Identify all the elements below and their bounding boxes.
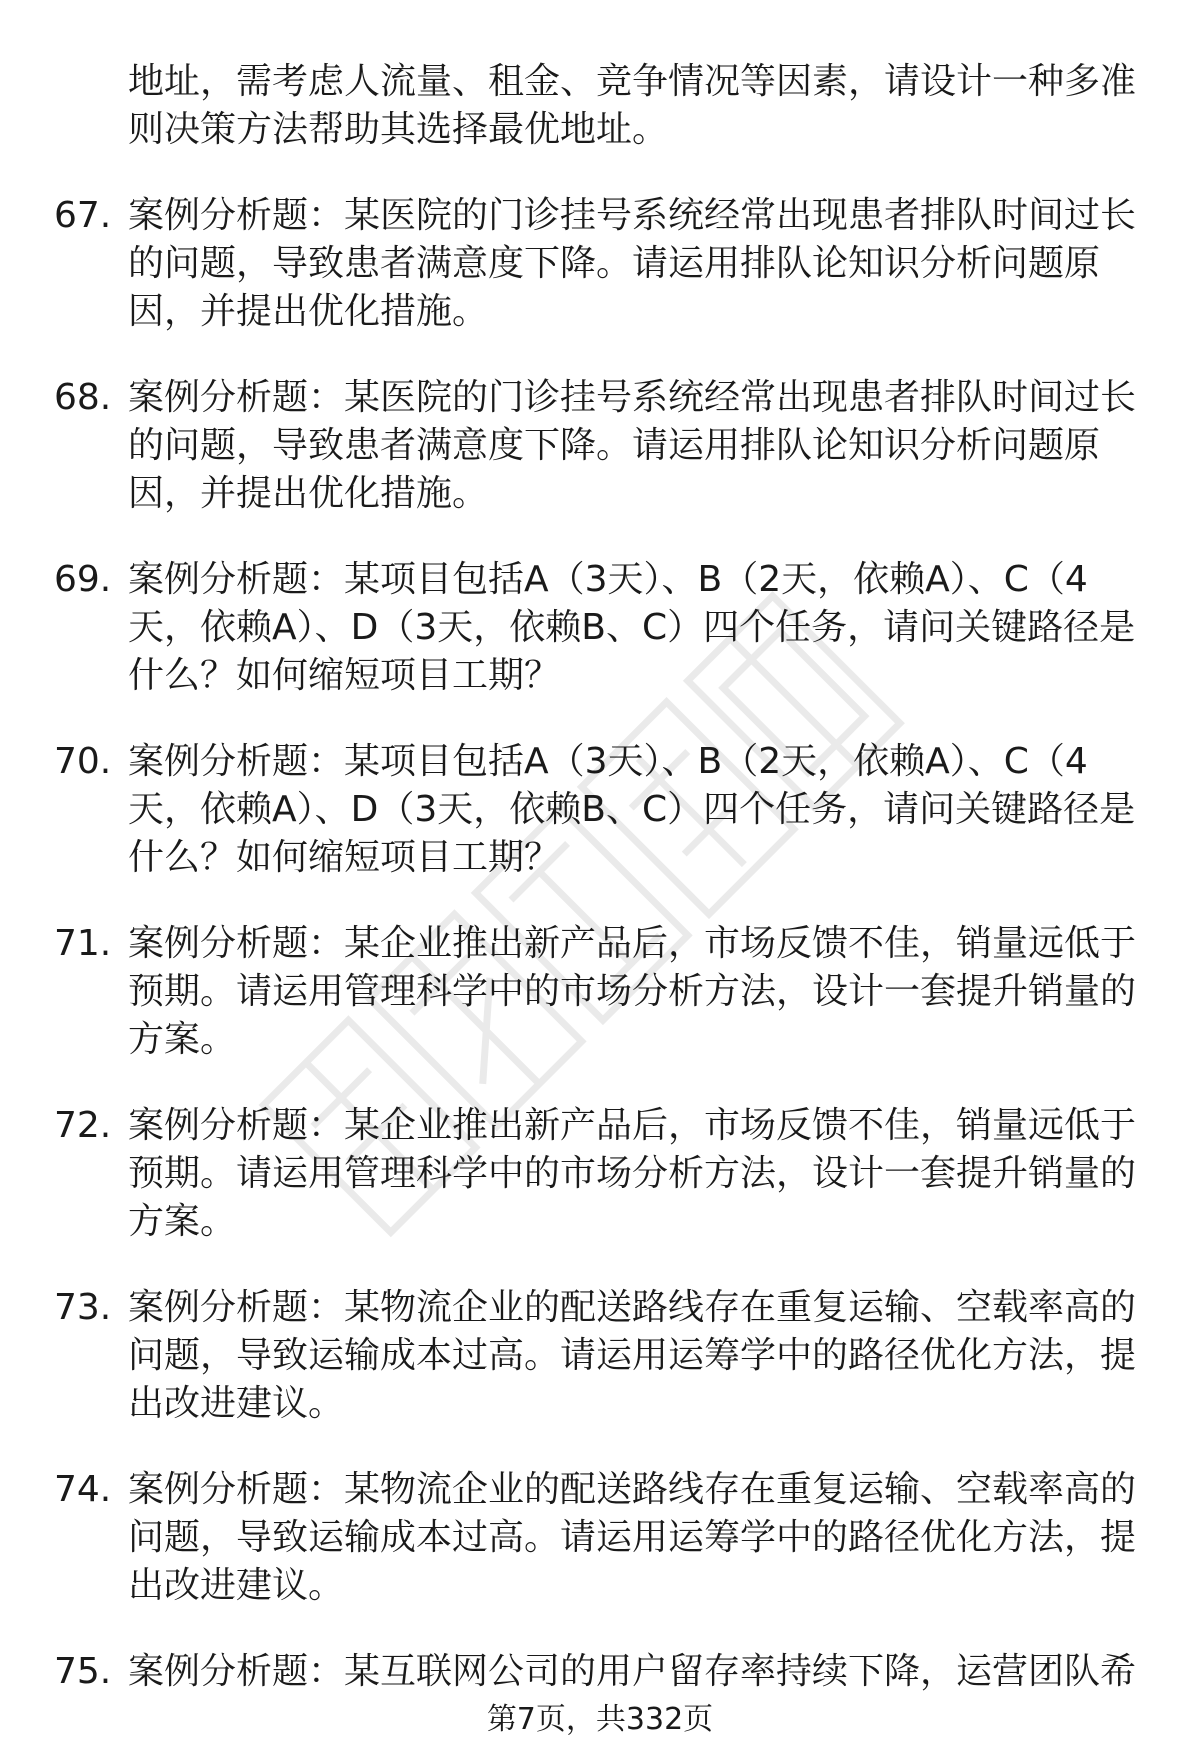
question-number: 67.: [54, 195, 112, 236]
document-body: [40, 58, 1160, 1696]
question-number: 72.: [54, 1105, 112, 1146]
question-item: [40, 374, 1160, 518]
question-text: 案例分析题：某物流企业的配送路线存在重复运输、空载率高的问题，导致运输成本过高。请运用运筹学中的路径优化方法，提出改进建议。: [128, 1287, 1137, 1424]
question-text: 案例分析题：某医院的门诊挂号系统经常出现患者排队时间过长的问题，导致患者满意度下降。请运用排队论知识分析问题原因，并提出优化措施。: [128, 195, 1137, 332]
question-text: 案例分析题：某项目包括A（3天）、B（2天，依赖A）、C（4天，依赖A）、D（3天，依赖B、C）四个任务，请问关键路径是什么？如何缩短项目工期？: [128, 559, 1136, 696]
question-item: [40, 738, 1160, 882]
question-number: 70.: [54, 741, 112, 782]
question-text: 案例分析题：某物流企业的配送路线存在重复运输、空载率高的问题，导致运输成本过高。请运用运筹学中的路径优化方法，提出改进建议。: [128, 1469, 1137, 1606]
question-text: 案例分析题：某企业推出新产品后，市场反馈不佳，销量远低于预期。请运用管理科学中的市场分析方法，设计一套提升销量的方案。: [128, 923, 1137, 1060]
question-number: 73.: [54, 1287, 112, 1328]
question-item: [40, 920, 1160, 1064]
question-text: 案例分析题：某互联网公司的用户留存率持续下降，运营团队希: [128, 1651, 1137, 1692]
question-item: [40, 1284, 1160, 1428]
question-number: 69.: [54, 559, 112, 600]
question-text: 案例分析题：某医院的门诊挂号系统经常出现患者排队时间过长的问题，导致患者满意度下降。请运用排队论知识分析问题原因，并提出优化措施。: [128, 377, 1137, 514]
question-item: [40, 1102, 1160, 1246]
question-number: 75.: [54, 1651, 112, 1692]
page-footer: 第7页，共332页: [486, 1702, 714, 1737]
question-number: 71.: [54, 923, 112, 964]
question-item: [40, 192, 1160, 336]
question-item: [40, 1466, 1160, 1610]
question-item: [40, 1648, 1160, 1696]
question-number: 74.: [54, 1469, 112, 1510]
question-text: 案例分析题：某企业推出新产品后，市场反馈不佳，销量远低于预期。请运用管理科学中的市场分析方法，设计一套提升销量的方案。: [128, 1105, 1137, 1242]
question-text: 案例分析题：某项目包括A（3天）、B（2天，依赖A）、C（4天，依赖A）、D（3天，依赖B、C）四个任务，请问关键路径是什么？如何缩短项目工期？: [128, 741, 1136, 878]
question-item: [40, 556, 1160, 700]
continuation-paragraph: 地址，需考虑人流量、租金、竞争情况等因素，请设计一种多准则决策方法帮助其选择最优地址。: [128, 61, 1137, 150]
question-number: 68.: [54, 377, 112, 418]
